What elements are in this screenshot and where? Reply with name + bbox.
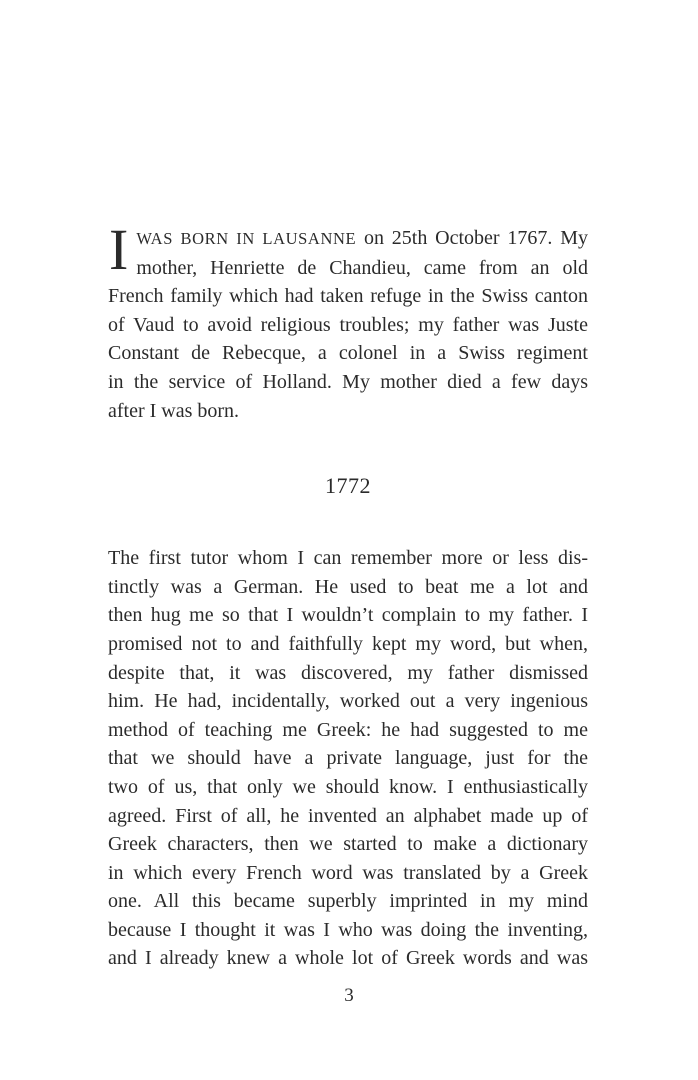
text-line: after I was born. bbox=[108, 399, 240, 422]
opening-paragraph bbox=[108, 217, 588, 425]
text-line: in which every French word was translated by a Greek bbox=[108, 861, 588, 884]
text-line: method of teaching me Greek: he had suggested to me bbox=[108, 718, 588, 741]
text-line: him. He had, incidentally, worked out a very ingenious bbox=[108, 690, 588, 713]
text-line: despite that, it was discovered, my father dismissed bbox=[108, 661, 588, 684]
text-line: and I already knew a whole lot of Greek words and was bbox=[108, 947, 588, 970]
tutor-paragraph bbox=[108, 544, 588, 973]
small-caps-lead: WAS BORN IN LAUSANNE bbox=[136, 229, 357, 248]
text-line: because I thought it was I who was doing the inventing, bbox=[108, 918, 588, 941]
text-line: The first tutor whom I can remember more or less dis- bbox=[108, 547, 588, 570]
text-line: of Vaud to avoid religious troubles; my father was Juste bbox=[108, 313, 588, 336]
text-line: mother, Henriette de Chandieu, came from an old bbox=[136, 256, 588, 279]
text-line: in the service of Holland. My mother died a few days bbox=[108, 370, 588, 393]
drop-cap: I bbox=[109, 217, 129, 282]
text-line: one. All this became superbly imprinted in my mind bbox=[108, 890, 588, 913]
text-line: Constant de Rebecque, a colonel in a Swiss regiment bbox=[108, 342, 588, 365]
text-line: then hug me so that I wouldn’t complain to my father. I bbox=[108, 604, 588, 627]
text-column bbox=[108, 217, 588, 973]
page-number: 3 bbox=[344, 985, 354, 1006]
text-line: that we should have a private language, just for the bbox=[108, 747, 588, 770]
text-line: tinctly was a German. He used to beat me a lot and bbox=[108, 575, 588, 598]
text-line: Greek characters, then we started to make a dictionary bbox=[108, 833, 588, 856]
text-line: French family which had taken refuge in the Swiss canton bbox=[108, 285, 588, 308]
first-line-rest: on 25th October 1767. My bbox=[363, 227, 588, 249]
text-line: promised not to and faithfully kept my word, but when, bbox=[108, 632, 588, 655]
text-line: two of us, that only we should know. I enthusiastically bbox=[108, 775, 588, 798]
year-heading: 1772 bbox=[325, 473, 371, 499]
text-line: agreed. First of all, he invented an alphabet made up of bbox=[108, 804, 588, 827]
text-line bbox=[108, 224, 588, 254]
